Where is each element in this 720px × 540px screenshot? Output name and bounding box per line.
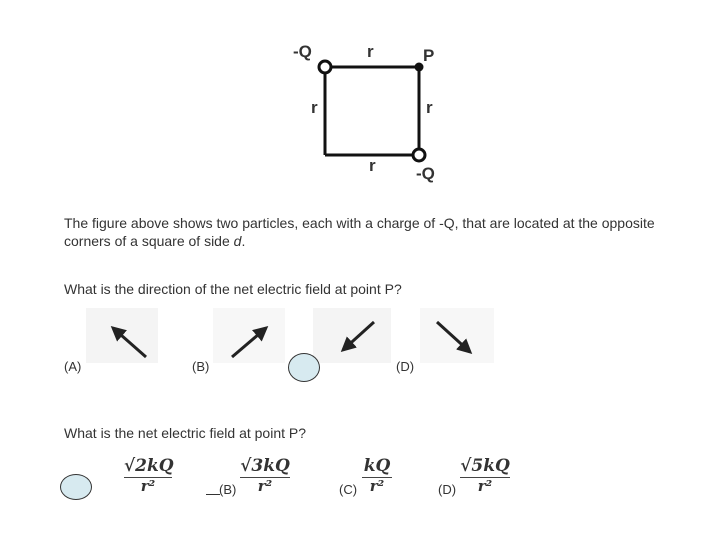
q2-option-a-oval[interactable] [60, 474, 92, 500]
charge-top-left [319, 61, 331, 73]
charge-label-bottom-right: -Q [416, 164, 435, 183]
answer-a-numerator: √2kQ [124, 456, 174, 476]
answer-b-fraction[interactable] [240, 456, 290, 494]
point-p-label: P [423, 46, 435, 65]
side-variable: d [233, 233, 242, 249]
answer-b-denominator: r² [257, 477, 273, 495]
answer-d-fraction[interactable] [460, 456, 510, 494]
charge-bottom-right [413, 149, 425, 161]
q2-option-b-label[interactable]: (B) [219, 482, 237, 497]
question-1-text: What is the direction of the net electric field at point P? [64, 281, 402, 297]
description-line-1: The figure above shows two particles, each with a charge of -Q, that are located at the opposite [64, 215, 655, 231]
answer-d-numerator: √5kQ [460, 456, 510, 476]
question-2-text: What is the net electric field at point P? [64, 425, 307, 441]
arrow-d-bg [420, 308, 494, 363]
side-label-left: r [311, 98, 318, 117]
q2-option-c-label[interactable]: (C) [339, 482, 358, 497]
answer-c-denominator: r² [369, 477, 385, 495]
answer-d-denominator: r² [477, 477, 493, 495]
description-line-2-text: corners of a square of side [64, 233, 234, 249]
side-label-top: r [367, 42, 374, 61]
side-label-right: r [426, 98, 433, 117]
square-figure [0, 0, 720, 200]
side-label-bottom: r [369, 156, 376, 175]
q1-option-d-label[interactable]: (D) [396, 359, 415, 374]
description-line-2-end: . [241, 233, 246, 249]
q1-option-b-label[interactable]: (B) [192, 359, 210, 374]
direction-arrows [0, 300, 720, 380]
description-line-2 [64, 232, 245, 250]
answer-b-numerator: √3kQ [240, 456, 290, 476]
answer-c-numerator: kQ [363, 456, 391, 476]
answer-a-denominator: r² [140, 477, 156, 495]
q1-option-a-label[interactable]: (A) [64, 359, 82, 374]
answer-c-fraction[interactable] [362, 456, 392, 494]
q1-option-c-oval[interactable] [288, 353, 320, 382]
q2-option-d-label[interactable]: (D) [438, 482, 457, 497]
arrow-c-bg [313, 308, 391, 363]
q2-option-b-underline [206, 494, 220, 495]
arrow-b-bg [213, 308, 285, 363]
charge-label-top-left: -Q [293, 42, 312, 61]
answer-a-fraction[interactable] [124, 456, 172, 494]
